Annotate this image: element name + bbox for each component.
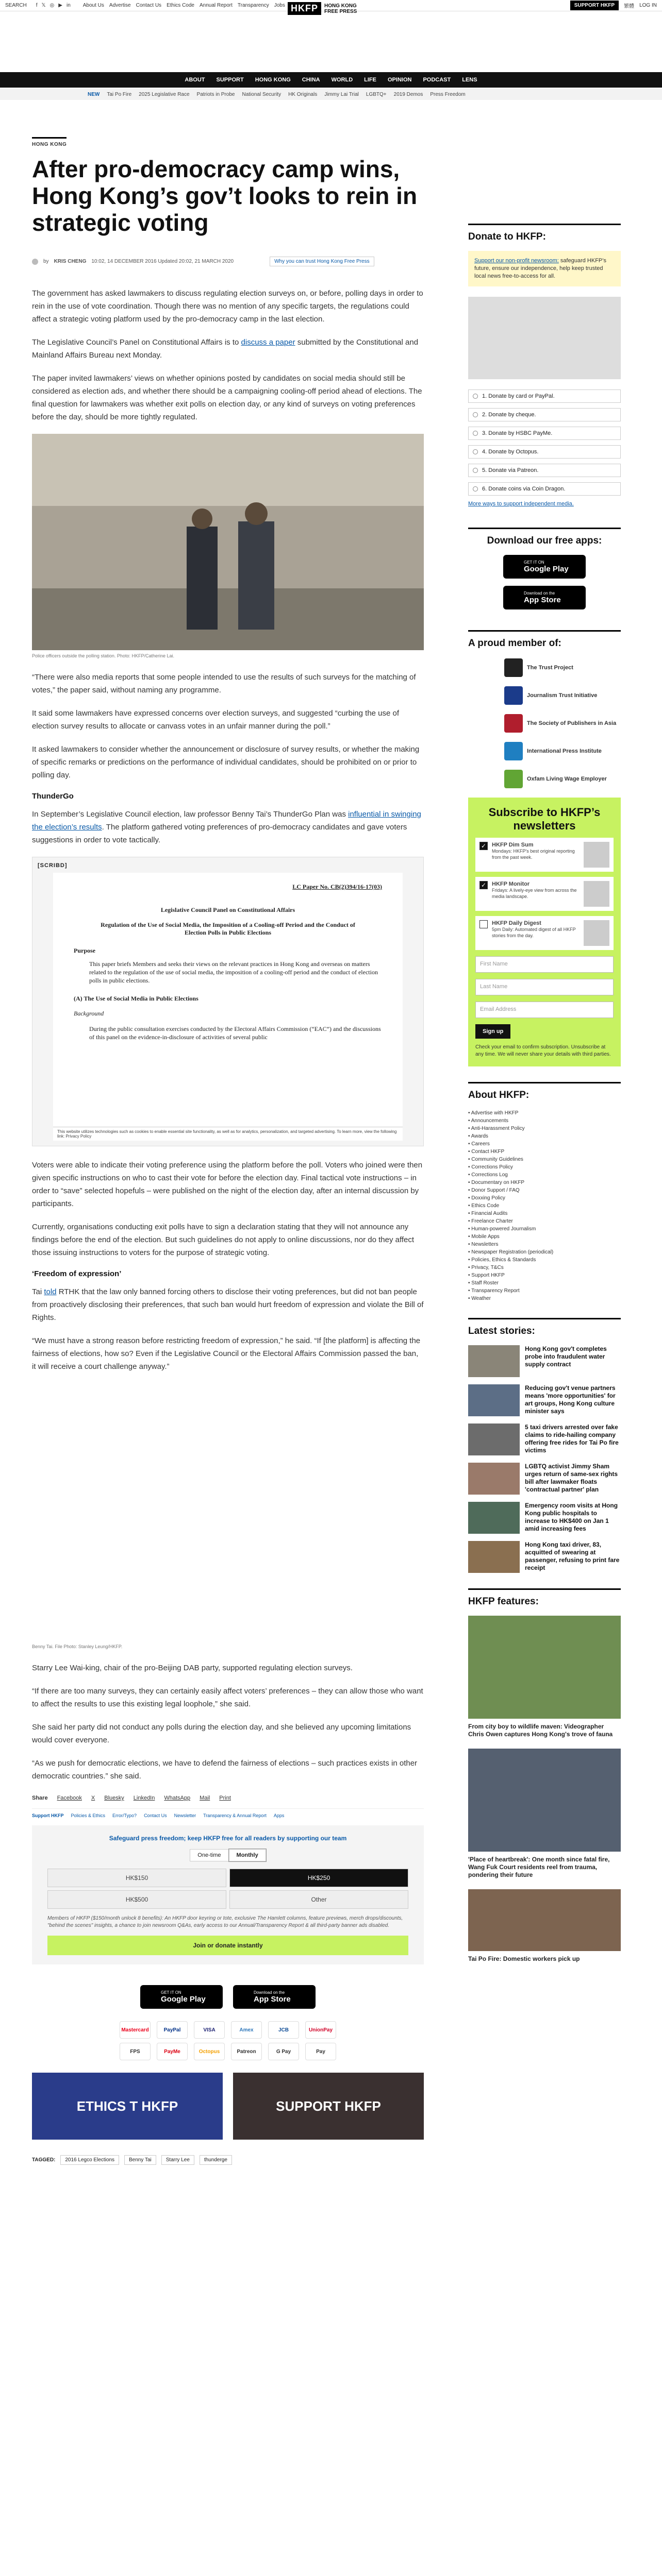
nav-item[interactable]: HONG KONG (255, 77, 291, 83)
top-links (83, 3, 285, 8)
sidebar-apps (468, 555, 621, 609)
apps-heading: Download our free apps: (468, 528, 621, 547)
share-bluesky[interactable]: Bluesky (104, 1795, 124, 1801)
tag-list (32, 2155, 424, 2165)
doc-paragraph: During the public consultation exercises conducted by the Electoral Affairs Commission (“EAC”) and the discussions of this panel on the evidence-in-disclosure of activities of several public (89, 1025, 381, 1041)
publish-dates: 10:02, 14 DECEMBER 2016 Updated 20:02, 21 MARCH 2020 (91, 259, 234, 264)
login-link[interactable]: LOG IN (639, 3, 657, 8)
feature-image[interactable] (468, 1616, 621, 1719)
tag[interactable]: Benny Tai (124, 2155, 156, 2165)
rthk-link[interactable]: told (44, 1287, 57, 1296)
paragraph: Starry Lee Wai-king, chair of the pro-Beijing DAB party, supported regulating election surveys. (32, 1664, 353, 1672)
top-link[interactable]: About Us (82, 3, 104, 8)
newsletter-note: Check your email to confirm subscription. Unsubscribe at any time. We will never share your details with third parties. (475, 1044, 611, 1057)
ticker-item[interactable]: 2019 Demos (393, 91, 423, 97)
about-link[interactable]: • Financial Audits (468, 1210, 621, 1217)
feature-image[interactable] (468, 1889, 621, 1951)
top-link[interactable]: Contact Us (136, 3, 162, 8)
paragraph: It asked lawmakers to consider whether the announcement or disclosure of survey results, or whether the making of specific remarks or predictions on the performance of individual candidates, should be prohibited on or prior to polling day. (32, 745, 420, 779)
ticker-item[interactable]: LGBTQ+ (366, 91, 387, 97)
share-whatsapp[interactable]: WhatsApp (164, 1795, 191, 1801)
youtube-icon[interactable]: ▶ (58, 3, 62, 8)
monthly-tab[interactable]: Monthly (229, 1849, 266, 1861)
checkbox[interactable] (479, 920, 488, 928)
latest-section (468, 1318, 621, 1573)
donate-image (468, 297, 621, 379)
about-section (468, 1082, 621, 1302)
doc-purpose: Purpose (74, 947, 95, 954)
doc-background: Background (74, 1010, 104, 1017)
newsletter-signup (468, 798, 621, 1066)
donate-widget (32, 1825, 424, 1964)
paragraph: “There were also media reports that some people intended to use the results of such surveys for the matching of votes,” the paper said, without naming any programme. (32, 673, 416, 694)
top-link[interactable]: Annual Report (199, 3, 233, 8)
share-linkedin[interactable]: LinkedIn (133, 1795, 155, 1801)
article (32, 137, 424, 2165)
share-mail[interactable]: Mail (200, 1795, 210, 1801)
feature-title[interactable]: Tai Po Fire: Domestic workers pick up (468, 1955, 580, 1962)
support-link[interactable]: Error/Typo? (112, 1813, 137, 1818)
doc-purpose-text: This paper briefs Members and seeks their views on the relevant practices in Hong Kong and overseas on matters related to the regulation of the use of social media, the imposition of a cooling-off period and the conduct of election polls in public elections. (89, 960, 378, 984)
feature-image[interactable] (468, 1749, 621, 1852)
photo-caption: Police officers outside the polling station. Photo: HKFP/Catherine Lai. (32, 653, 174, 658)
payment-icon: PayPal (157, 2021, 188, 2039)
by-label: by (43, 259, 49, 264)
newsletter-thumb (584, 920, 609, 946)
support-button[interactable]: SUPPORT HKFP (570, 1, 619, 10)
payment-icon: FPS (120, 2043, 151, 2060)
donate-heading: Safeguard press freedom; keep HKFP free for all readers by supporting our team (109, 1835, 347, 1842)
main-nav (0, 72, 662, 88)
top-link[interactable]: Advertise (109, 3, 131, 8)
photo-scene (32, 434, 424, 650)
donate-intro: Support our non-profit newsroom: safeguard HKFP’s future, ensure our independence, help keep trusted local news free-to-access for all. (468, 251, 621, 286)
support-link[interactable]: Transparency & Annual Report (203, 1813, 267, 1818)
feature-title[interactable]: 'Place of heartbreak': One month since fatal fire, Wang Fuk Court residents reel from trauma, pondering their future (468, 1856, 610, 1878)
promo-banners (32, 2073, 424, 2140)
trending-ticker (0, 89, 662, 100)
ticker-item[interactable]: Jimmy Lai Trial (324, 91, 359, 97)
social-icons (36, 3, 71, 8)
nav-item[interactable]: PODCAST (423, 77, 451, 83)
logo-line1: HONG KONG (324, 3, 357, 9)
about-heading: About HKFP: (468, 1082, 621, 1101)
scribd-embed[interactable] (32, 857, 424, 1146)
paragraph: Voters were able to indicate their voting preference using the platform before the poll. Voters who joined were then given specific instructions on who to cast their vote for before the election day. Final tactical vote instructions – in order to “save” selected hopefuls – were published on the night of the election day, after an internal discussion by participants. (32, 1161, 423, 1208)
newsletter-thumb (584, 881, 609, 907)
app-store-button[interactable]: Download on the App Store (233, 1985, 316, 2009)
paragraph: The Legislative Council’s Panel on Constitutional Affairs is to discuss a paper submitted by the Constitutional and Mainland Affairs Bureau next Monday. (32, 338, 419, 360)
x-icon[interactable]: 𝕏 (41, 3, 46, 8)
share-x[interactable]: X (91, 1795, 95, 1801)
donate-option[interactable]: 6. Donate coins via Coin Dragon. (468, 482, 621, 496)
member-heading: A proud member of: (468, 630, 621, 649)
logo-line2: FREE PRESS (324, 8, 357, 14)
nav-item[interactable]: ABOUT (185, 77, 205, 83)
latest-story[interactable]: LGBTQ activist Jimmy Sham urges return of same-sex rights bill after lawmaker floats 'contractual partner' plan (468, 1463, 621, 1495)
about-link[interactable]: • Policies, Ethics & Standards (468, 1256, 621, 1264)
search-link[interactable]: SEARCH (5, 3, 27, 8)
byline (32, 257, 424, 266)
member-logo[interactable]: International Press Institute (504, 742, 621, 760)
newsletter-option[interactable]: ✓ HKFP Dim Sum Mondays: HKFP's best original reporting from the past week. (475, 838, 614, 872)
about-link[interactable]: • Newspaper Registration (periodical) (468, 1248, 621, 1256)
payment-methods (32, 2021, 424, 2060)
member-logo[interactable]: Oxfam Living Wage Employer (504, 770, 621, 788)
share-print[interactable]: Print (219, 1795, 231, 1801)
photo-scene (32, 1383, 424, 1641)
tag[interactable]: 2016 Legco Elections (60, 2155, 119, 2165)
amount-option[interactable]: Other (229, 1890, 408, 1909)
article-photo-police (32, 434, 424, 650)
instagram-icon[interactable]: ◎ (49, 3, 55, 8)
about-link[interactable]: • Support HKFP (468, 1272, 621, 1279)
signup-button[interactable]: Sign up (475, 1024, 510, 1039)
tag[interactable]: Starry Lee (161, 2155, 194, 2165)
ethics-banner[interactable]: ETHICS T HKFP (32, 2073, 223, 2140)
ticker-item[interactable]: Patriots in Probe (196, 91, 235, 97)
article-photo-benny-tai (32, 1383, 424, 1641)
nav-item[interactable]: LENS (462, 77, 477, 83)
ticker-item[interactable]: Press Freedom (430, 91, 466, 97)
about-link[interactable]: • Ethics Code (468, 1202, 621, 1210)
payment-icon: JCB (268, 2021, 299, 2039)
membership-note: Members of HKFP ($150/month unlock 8 benefits): An HKFP door keyring or tote, exclusive The Hamlett columns, feature previews, merch drops/discounts, "behind the scenes" insights, a chance to join newsroom Q&As, early access to our Annual/Transparency Report & all third-party banner ads disabled. (47, 1916, 403, 1928)
feature-title[interactable]: From city boy to wildlife maven: Videographer Chris Owen captures Hong Kong's trove of fauna (468, 1723, 613, 1738)
more-ways-link[interactable]: More ways to support independent media. (468, 501, 574, 507)
paragraph: The paper invited lawmakers’ views on whether opinions posted by candidates on social media should still be considered as election ads, and whether there should be a campaigning cooling-off period ahead of elections. The final question for lawmakers was whether exit polls on election day, or any kind of surveys on voting preferences before the day, should be more tightly regulated. (32, 374, 422, 421)
payment-icon: Patreon (231, 2043, 262, 2060)
payment-icon: VISA (194, 2021, 225, 2039)
new-badge: NEW (88, 91, 100, 97)
paragraph: She said her party did not conduct any polls during the election day, and she believed any upcoming limitations would cover everyone. (32, 1723, 411, 1744)
support-banner[interactable]: SUPPORT HKFP (233, 2073, 424, 2140)
about-link[interactable]: • Anti-Harassment Policy (468, 1125, 621, 1132)
join-donate-button[interactable]: Join or donate instantly (47, 1936, 408, 1955)
google-play-button[interactable]: GET IT ON Google Play (140, 1985, 223, 2009)
paragraph: The government has asked lawmakers to discuss regulating election surveys on, or before, polling days in order to rein in the use of vote coordination. Though there was no mention of any specific targets, the regulations could affect a strategic voting platform used by the pro-democracy camp in the last election. (32, 289, 423, 324)
amount-options (47, 1869, 408, 1909)
doc-section: (A) The Use of Social Media in Public Elections (74, 995, 198, 1002)
tags-label: TAGGED: (32, 2157, 56, 2163)
newsletter-thumb (584, 842, 609, 868)
tag[interactable]: thunderge (200, 2155, 232, 2165)
first-name-field[interactable]: First Name (475, 956, 614, 973)
about-link[interactable]: • Corrections Log (468, 1171, 621, 1179)
donate-option[interactable]: 3. Donate by HSBC PayMe. (468, 427, 621, 440)
latest-story[interactable]: Reducing gov't venue partners means 'more opportunities' for art groups, Hong Kong culture minister says (468, 1384, 621, 1416)
payment-icon: PayMe (157, 2043, 188, 2060)
doc-subheading: Regulation of the Use of Social Media, the Imposition of a Cooling-off Period and the Conduct of Election Polls in Public Elections (101, 921, 355, 936)
nav-item[interactable]: SUPPORT (216, 77, 244, 83)
about-link[interactable]: • Mobile Apps (468, 1233, 621, 1241)
about-link[interactable]: • Newsletters (468, 1241, 621, 1248)
paragraph: “We must have a strong reason before restricting freedom of expression,” he said. “If [the platform] is affecting the fairness of elections, how so? Even if the Legislative Council or the Electoral Affairs Commission passed the ban, it will receive a court challenge anyway.” (32, 1336, 421, 1371)
donate-option[interactable]: 2. Donate by cheque. (468, 408, 621, 421)
results-link[interactable]: influential in swinging the election’s results (32, 810, 421, 832)
paragraph: In September’s Legislative Council election, law professor Benny Tai’s ThunderGo Plan was influential in swinging the election’s results. The platform gathered voting preferences of pro-democracy candidates and gave voters suggestions in order to vote tactically. (32, 810, 421, 844)
member-logo[interactable]: The Society of Publishers in Asia (504, 714, 621, 733)
doc-heading: Legislative Council Panel on Constitutional Affairs (160, 906, 295, 913)
ticker-item[interactable]: National Security (242, 91, 282, 97)
one-time-tab[interactable]: One-time (190, 1849, 228, 1861)
paper-link[interactable]: discuss a paper (241, 338, 295, 347)
payment-icon: Mastercard (120, 2021, 151, 2039)
about-link[interactable]: • Human-powered Journalism (468, 1225, 621, 1233)
site-logo[interactable] (288, 2, 357, 15)
about-link[interactable]: • Weather (468, 1295, 621, 1302)
about-link[interactable]: • Privacy, T&Cs (468, 1264, 621, 1272)
nav-item[interactable]: WORLD (331, 77, 353, 83)
payment-icon: UnionPay (305, 2021, 336, 2039)
member-logo[interactable]: Journalism Trust Initiative (504, 686, 621, 705)
checkbox-checked[interactable]: ✓ (479, 842, 488, 850)
features-section (468, 1588, 621, 1963)
ticker-item[interactable]: HK Originals (288, 91, 318, 97)
member-logo[interactable]: The Trust Project (504, 658, 621, 677)
amount-option-selected[interactable]: HK$250 (229, 1869, 408, 1887)
support-link[interactable]: Newsletter (174, 1813, 196, 1818)
paragraph: It said some lawmakers have expressed concerns over election surveys, and suggested “curbing the use of election survey results to allocate or canvass votes in an unfair manner during the poll.” (32, 709, 400, 731)
nav-item[interactable]: LIFE (364, 77, 376, 83)
newsletter-title: Subscribe to HKFP’s newsletters (488, 806, 601, 832)
about-link[interactable]: • Contact HKFP (468, 1148, 621, 1156)
facebook-icon[interactable]: f (36, 3, 38, 8)
about-link[interactable]: • Community Guidelines (468, 1156, 621, 1163)
photo-caption: Benny Tai. File Photo: Stanley Leung/HKFP. (32, 1644, 123, 1649)
nav-item[interactable]: OPINION (388, 77, 412, 83)
google-play-button[interactable]: GET IT ON Google Play (503, 555, 586, 579)
about-list (468, 1109, 621, 1302)
amount-option[interactable]: HK$150 (47, 1869, 226, 1887)
latest-story[interactable]: Hong Kong gov't completes probe into fraudulent water supply contract (468, 1345, 621, 1377)
ticker-item[interactable]: Tai Po Fire (107, 91, 132, 97)
embedded-document[interactable] (53, 873, 403, 1141)
share-facebook[interactable]: Facebook (57, 1795, 82, 1801)
app-buttons (32, 1985, 424, 2009)
about-link[interactable]: • Announcements (468, 1117, 621, 1125)
linkedin-icon[interactable]: in (66, 3, 71, 8)
support-link[interactable]: Contact Us (144, 1813, 167, 1818)
support-links (32, 1808, 424, 1818)
trust-link[interactable]: Why you can trust Hong Kong Free Press (270, 257, 374, 266)
doc-ref: LC Paper No. CB(2)394/16-17(03) (292, 883, 382, 890)
payment-icon: G Pay (268, 2043, 299, 2060)
payment-icon: Pay (305, 2043, 336, 2060)
nav-item[interactable]: CHINA (302, 77, 320, 83)
support-link[interactable]: Policies & Ethics (71, 1813, 106, 1818)
category-kicker[interactable]: HONG KONG (32, 137, 67, 147)
latest-story[interactable]: 5 taxi drivers arrested over fake claims to ride-hailing company offering free rides for Tai Po fire victims (468, 1423, 621, 1455)
email-field[interactable]: Email Address (475, 1002, 614, 1018)
about-link[interactable]: • Transparency Report (468, 1287, 621, 1295)
support-link[interactable]: Apps (273, 1813, 285, 1818)
about-link[interactable]: • Documentary on HKFP (468, 1179, 621, 1187)
top-link[interactable]: Jobs (274, 3, 285, 8)
cookie-notice[interactable]: This website utilizes technologies such as cookies to enable essential site functionality, as well as for analytics, personalization, and targeted advertising. To learn more, view the following link: Privacy Policy (53, 1127, 403, 1141)
paragraph: Currently, organisations conducting exit polls have to sign a declaration stating that they will not announce any findings before the end of the election. But such guidelines do not apply to online discussions, nor do they affect those issuing instructions to voters for the purpose of strategic voting. (32, 1223, 415, 1257)
share-label: Share (32, 1795, 48, 1801)
ticker-item[interactable]: 2025 Legislative Race (139, 91, 190, 97)
donate-option[interactable]: 5. Donate via Patreon. (468, 464, 621, 477)
checkbox-checked[interactable]: ✓ (479, 881, 488, 889)
sidebar (468, 224, 621, 1973)
donate-heading: Donate to HKFP: (468, 224, 621, 243)
scribd-label: [SCRIBD] (38, 862, 68, 869)
share-bar (32, 1795, 424, 1801)
about-link[interactable]: • Doxxing Policy (468, 1194, 621, 1202)
latest-heading: Latest stories: (468, 1318, 621, 1337)
author-name[interactable]: KRIS CHENG (54, 259, 87, 264)
about-link[interactable]: • Advertise with HKFP (468, 1109, 621, 1117)
amount-option[interactable]: HK$500 (47, 1890, 226, 1909)
features-heading: HKFP features: (468, 1588, 621, 1607)
paragraph: Tai told RTHK that the law only banned forcing others to disclose their voting preferences, but did not ban people from proactively disclosing their preferences, that such ban would hurt freedom of expression and violate the Bill of Rights. (32, 1287, 424, 1322)
donate-option[interactable]: 1. Donate by card or PayPal. (468, 389, 621, 403)
newsletter-option[interactable]: HKFP Daily Digest 5pm Daily: Automated digest of all HKFP stories from the day. (475, 916, 614, 950)
top-link[interactable]: Ethics Code (167, 3, 194, 8)
paragraph: “As we push for democratic elections, we have to defend the fairness of elections – such practices exists in other democratic countries.” she said. (32, 1759, 418, 1781)
article-title: After pro-democracy camp wins, Hong Kong’s gov’t looks to rein in strategic voting (32, 156, 418, 236)
subheading: ThunderGo (32, 792, 74, 801)
about-link[interactable]: • Corrections Policy (468, 1163, 621, 1171)
about-link[interactable]: • Careers (468, 1140, 621, 1148)
logo-mark: HKFP (288, 2, 321, 15)
about-link[interactable]: • Donor Support / FAQ (468, 1187, 621, 1194)
donate-option[interactable]: 4. Donate by Octopus. (468, 445, 621, 459)
subheading: ‘Freedom of expression’ (32, 1269, 122, 1278)
language-toggle[interactable]: 繁體 (624, 4, 635, 9)
last-name-field[interactable]: Last Name (475, 979, 614, 995)
support-link[interactable]: Support HKFP (32, 1813, 64, 1818)
newsletter-option[interactable]: ✓ HKFP Monitor Fridays: A lively-eye view from across the media landscape. (475, 877, 614, 911)
about-link[interactable]: • Staff Roster (468, 1279, 621, 1287)
about-link[interactable]: • Awards (468, 1132, 621, 1140)
author-avatar (32, 259, 38, 265)
payment-icon: Octopus (194, 2043, 225, 2060)
latest-story[interactable]: Hong Kong taxi driver, 83, acquitted of swearing at passenger, refusing to print fare receipt (468, 1541, 621, 1573)
payment-icon: Amex (231, 2021, 262, 2039)
latest-story[interactable]: Emergency room visits at Hong Kong public hospitals to increase to HK$400 on Jan 1 amid increasing fees (468, 1502, 621, 1534)
about-link[interactable]: • Freelance Charter (468, 1217, 621, 1225)
top-link[interactable]: Transparency (237, 3, 269, 8)
app-store-button[interactable]: Download on the App Store (503, 586, 586, 609)
frequency-toggle (47, 1849, 408, 1861)
paragraph: “If there are too many surveys, they can certainly easily affect voters’ preferences – they can allow those who want to affect the results to use this existing legal loophole,” she said. (32, 1687, 423, 1708)
